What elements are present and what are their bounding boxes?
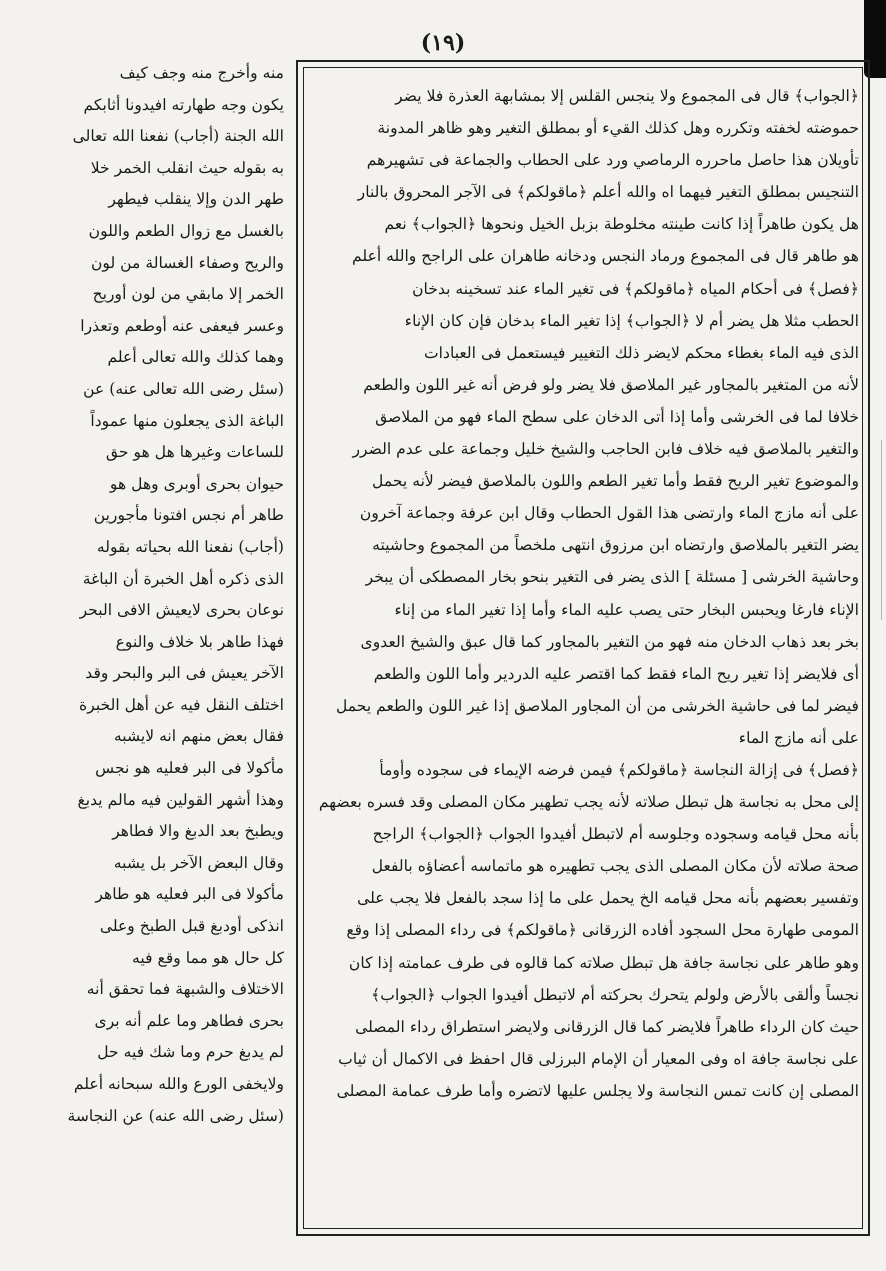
margin-text-line: (أجاب) نفعنا الله بحياته بقوله: [96, 537, 284, 556]
margin-text-line: والريح وصفاء الغسالة من لون: [90, 253, 284, 272]
margin-text-line: وهذا أشهر القولين فيه مالم يدبغ: [77, 790, 284, 809]
main-text-line: حيث كان الرداء طاهراً فلايضر كما قال الزرقانى ولايضر استطراق رداء المصلى: [355, 1017, 859, 1036]
margin-text-line: انذكى أودبغ قبل الطبخ وعلى: [99, 917, 284, 936]
margin-text-line: فقال بعض منهم انه لايشبه: [113, 727, 284, 746]
main-text-line: بخر بعد ذهاب الدخان منه فهو من التغير بالمجاور كما قال عبق والشيخ العدوى: [360, 632, 859, 651]
main-text-line: هل يكون طاهراً إذا كانت طينته مخلوطة بزبل الخيل ونحوها ﴿الجواب﴾ نعم: [384, 215, 859, 234]
margin-text-line: ولايخفى الورع والله سبحانه أعلم: [73, 1075, 284, 1093]
margin-text-line: الآخر يعيش فى البر والبحر وقد: [85, 664, 284, 683]
main-text-column: [307, 80, 859, 1230]
margin-text-column: [18, 58, 284, 1218]
margin-text-line: كل حال هو مما وقع فيه: [132, 948, 284, 967]
main-text-line: والتغير بالملاصق فيه خلاف فابن الحاجب والشيخ خليل وجماعة على عدم الضرر: [352, 440, 859, 459]
margin-text-line: الخمر إلا مابقي من لون أوريح: [92, 285, 284, 304]
main-text-line: تأويلان هذا حاصل ماحرره الرماصي ورد على الحطاب والجماعة فى تشهيرهم: [366, 151, 859, 170]
margin-text-line: الباغة الذى يجعلون منها عموداً: [90, 411, 284, 430]
main-text-line: والموضوع تغير الريح فقط وأما تغير الطعم واللون بالملاصق فيضر لأنه يحمل: [372, 472, 859, 491]
margin-text-line: (سئل رضى الله عنه) عن النجاسة: [67, 1106, 284, 1125]
margin-text-line: بالغسل مع زوال الطعم واللون: [88, 221, 284, 240]
margin-text-line: ويطبخ بعد الدبغ والا فطاهر: [112, 822, 284, 841]
main-text-line: ﴿فصل﴾ فى إزالة النجاسة ﴿ماقولكم﴾ فيمن فرضه الإيماء فى سجوده وأومأ: [379, 760, 859, 779]
margin-text-line: منه وأخرج منه وجف كيف: [119, 64, 284, 82]
margin-text-line: به بقوله حيث انقلب الخمر خلا: [90, 158, 284, 177]
margin-text-line: طاهر أم نجس افتونا مأجورين: [93, 506, 284, 525]
margin-text-line: (سئل رضى الله تعالى عنه) عن: [83, 379, 284, 398]
main-text-line: بأنه محل قيامه وسجوده وجلوسه أم لاتبطل أفيدوا الجواب ﴿الجواب﴾ الراجح: [372, 825, 859, 844]
main-text-line: الذى فيه الماء بغطاء محكم لايضر ذلك التغيير فيستعمل فى العبادات: [423, 343, 859, 362]
main-text-line: التنجيس بمطلق التغير فيهما اه والله أعلم ﴿ماقولكم﴾ فى الآجر المحروق بالنار: [357, 183, 859, 202]
margin-text-line: لم يدبغ حرم وما شك فيه حل: [97, 1043, 284, 1062]
main-text-line: صحة صلاته لأن مكان المصلى الذى يجب تطهيره هو ماتماسه أعضاؤه بالفعل: [371, 857, 859, 876]
main-text-line: الإناء فارغا ويحبس البخار حتى يصب عليه الماء وأما إذا تغير الماء من إناء: [394, 600, 859, 619]
main-text-line: خلافا لما فى الخرشى وأما إذا أتى الدخان على سطح الماء فهو من الملاصق: [375, 407, 859, 426]
margin-text-line: وعسر فيعفى عنه أوطعم وتعذرا: [80, 316, 284, 335]
margin-text-line: فهذا طاهر بلا خلاف والنوع: [115, 632, 284, 651]
main-text-line: الحطب مثلا هل يضر أم لا ﴿الجواب﴾ إذا تغير الماء بدخان فإن كان الإناء: [404, 311, 859, 330]
margin-text-line: حيوان بحرى أوبرى وهل هو: [109, 474, 284, 493]
main-text-line: وهو طاهر على نجاسة جافة هل تبطل صلاته كما قالوه فى طرف عمامته إذا كان: [348, 953, 859, 972]
main-text-line: المومى طهارة محل السجود أفاده الزرقانى ﴿ماقولكم﴾ فى رداء المصلى إذا وقع: [346, 921, 859, 940]
margin-text-line: للساعات وغيرها هل هو حق: [105, 443, 284, 462]
main-text-line: فيضر لما فى حاشية الخرشى من أن المجاور الملاصق إذا غير اللون والطعم يحمل: [335, 696, 859, 715]
main-text-line: ﴿فصل﴾ فى أحكام المياه ﴿ماقولكم﴾ فى تغير الماء عند تسخينه بدخان: [412, 279, 859, 298]
main-text-line: يضر التغير بالملاصق وارتضاه ابن مرزوق انتهى ملخصاً من المجموع وحاشيته: [372, 536, 859, 555]
main-text-line: لأنه من المتغير بالمجاور غير الملاصق فلا يضر ولو فرض أنه غير اللون والطعم: [363, 375, 859, 394]
main-text-line: وتفسير بعضهم بأنه محل قيامه الخ يحمل على ما إذا سجد بالفعل فلا يجب على: [357, 889, 859, 908]
margin-text-line: بحرى فطاهر وما علم أنه برى: [94, 1011, 284, 1030]
main-text-line: على أنه مازج الماء: [738, 728, 859, 747]
main-text-line: أى فلايضر إذا تغير ريح الماء فقط كما اقتصر عليه الدردير وأما اللون والطعم: [373, 664, 859, 683]
margin-text-line: الاختلاف والشبهة فما تحقق أنه: [86, 980, 284, 999]
margin-text-line: مأكولا فى البر فعليه هو طاهر: [95, 885, 284, 904]
margin-text-line: يكون وجه طهارته افيدونا أثابكم: [83, 95, 284, 114]
main-text-line: وحاشية الخرشى [ مسئلة ] الذى يضر فى التغير بنحو بخار المصطكى أن يبخر: [365, 568, 859, 587]
margin-text-line: نوعان بحرى لايعيش الافى البحر: [79, 601, 284, 620]
margin-text-line: الذى ذكره أهل الخبرة أن الباغة: [82, 569, 284, 588]
margin-text-line: اختلف النقل فيه عن أهل الخبرة: [79, 695, 284, 714]
margin-text-line: طهر الدن وإلا ينقلب فيطهر: [108, 190, 284, 209]
main-text-line: المصلى إن كانت تمس النجاسة ولا يجلس عليها لاتضره وأما طرف عمامة المصلى: [336, 1081, 859, 1100]
margin-text-line: مأكولا فى البر فعليه هو نجس: [95, 759, 284, 778]
main-text-line: على نجاسة جافة اه وفى المعيار أن الإمام البرزلى قال احفظ فى الاكمال أن ثياب: [338, 1049, 859, 1068]
main-text-line: على أنه مازج الماء وارتضى هذا القول الحطاب وقال ابن عرفة وجماعة آخرون: [359, 504, 859, 523]
page-number: (١٩): [420, 30, 466, 56]
main-text-line: حموضته لخفته وتكرره وهل كذلك القيء أو بمطلق التغير وهو ظاهر المدونة: [377, 119, 859, 138]
main-text-line: إلى محل به نجاسة هل تبطل صلاته لأنه يجب تطهير مكان المصلى وقد فسره بعضهم: [318, 793, 859, 812]
margin-text-line: وقال البعض الآخر بل يشبه: [113, 853, 284, 872]
margin-text-line: الله الجنة (أجاب) نفعنا الله تعالى: [72, 127, 284, 146]
main-text-line: هو طاهر قال فى المجموع ورماد النجس ودخانه طاهران على الراجح والله أعلم: [352, 247, 859, 266]
page-fold-shadow: [875, 440, 882, 620]
margin-text-line: وهما كذلك والله تعالى أعلم: [107, 348, 284, 367]
main-text-line: ﴿الجواب﴾ قال فى المجموع ولا ينجس القلس إلا بمشابهة العذرة فلا يضر: [395, 87, 859, 105]
main-text-line: نجساً وألقى بالأرض ولولم يتحرك بحركته أم لاتبطل أفيدوا الجواب ﴿الجواب﴾: [371, 985, 859, 1004]
